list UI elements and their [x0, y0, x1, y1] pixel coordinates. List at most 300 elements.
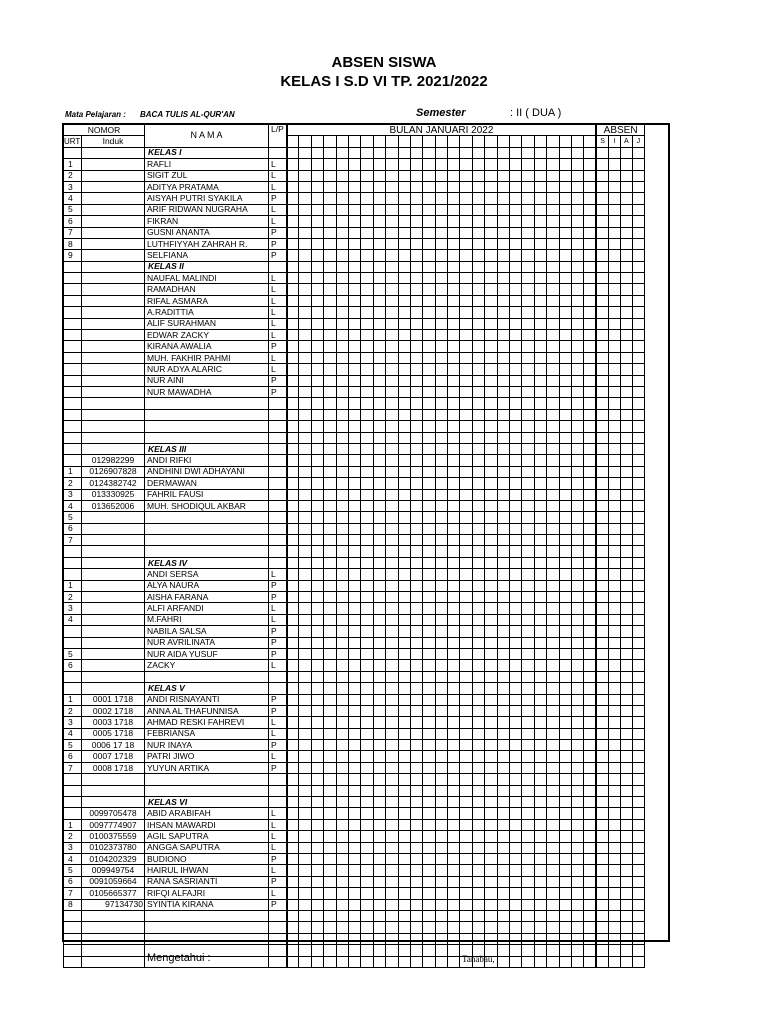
day-cell[interactable] — [311, 888, 323, 899]
day-cell[interactable] — [386, 808, 398, 819]
day-cell[interactable] — [299, 819, 311, 830]
day-cell[interactable] — [386, 557, 398, 568]
day-cell[interactable] — [510, 888, 522, 899]
absen-cell[interactable] — [608, 694, 620, 705]
day-cell[interactable] — [460, 375, 472, 386]
day-cell[interactable] — [584, 546, 596, 557]
day-cell[interactable] — [435, 603, 447, 614]
day-cell[interactable] — [472, 808, 484, 819]
absen-cell[interactable] — [608, 455, 620, 466]
day-cell[interactable] — [423, 147, 435, 158]
day-cell[interactable] — [348, 910, 360, 921]
day-cell[interactable] — [423, 637, 435, 648]
day-cell[interactable] — [547, 455, 559, 466]
absen-cell[interactable] — [620, 785, 632, 796]
day-cell[interactable] — [336, 181, 348, 192]
day-cell[interactable] — [460, 683, 472, 694]
absen-cell[interactable] — [596, 375, 608, 386]
day-cell[interactable] — [336, 603, 348, 614]
day-cell[interactable] — [472, 762, 484, 773]
day-cell[interactable] — [571, 694, 583, 705]
day-cell[interactable] — [522, 648, 534, 659]
day-cell[interactable] — [460, 831, 472, 842]
day-cell[interactable] — [584, 922, 596, 933]
day-cell[interactable] — [361, 295, 373, 306]
day-cell[interactable] — [522, 466, 534, 477]
day-cell[interactable] — [522, 888, 534, 899]
day-cell[interactable] — [559, 683, 571, 694]
day-cell[interactable] — [435, 181, 447, 192]
day-cell[interactable] — [336, 728, 348, 739]
day-cell[interactable] — [398, 307, 410, 318]
day-cell[interactable] — [398, 842, 410, 853]
day-cell[interactable] — [299, 842, 311, 853]
day-cell[interactable] — [448, 330, 460, 341]
day-cell[interactable] — [324, 876, 336, 887]
day-cell[interactable] — [547, 637, 559, 648]
day-cell[interactable] — [497, 500, 509, 511]
absen-cell[interactable] — [620, 717, 632, 728]
day-cell[interactable] — [386, 398, 398, 409]
absen-cell[interactable] — [620, 626, 632, 637]
absen-cell[interactable] — [596, 614, 608, 625]
day-cell[interactable] — [435, 307, 447, 318]
day-cell[interactable] — [311, 592, 323, 603]
day-cell[interactable] — [410, 181, 422, 192]
absen-cell[interactable] — [632, 762, 644, 773]
day-cell[interactable] — [534, 671, 546, 682]
day-cell[interactable] — [497, 876, 509, 887]
day-cell[interactable] — [510, 341, 522, 352]
day-cell[interactable] — [311, 671, 323, 682]
day-cell[interactable] — [571, 614, 583, 625]
absen-cell[interactable] — [596, 899, 608, 910]
day-cell[interactable] — [522, 455, 534, 466]
day-cell[interactable] — [472, 535, 484, 546]
absen-cell[interactable] — [620, 671, 632, 682]
day-cell[interactable] — [497, 523, 509, 534]
day-cell[interactable] — [472, 922, 484, 933]
day-cell[interactable] — [460, 888, 472, 899]
day-cell[interactable] — [373, 671, 385, 682]
day-cell[interactable] — [373, 728, 385, 739]
day-cell[interactable] — [559, 546, 571, 557]
day-cell[interactable] — [571, 193, 583, 204]
day-cell[interactable] — [571, 341, 583, 352]
day-cell[interactable] — [299, 888, 311, 899]
day-cell[interactable] — [361, 751, 373, 762]
day-cell[interactable] — [497, 318, 509, 329]
day-cell[interactable] — [423, 330, 435, 341]
absen-cell[interactable] — [620, 865, 632, 876]
day-cell[interactable] — [398, 888, 410, 899]
absen-cell[interactable] — [608, 922, 620, 933]
day-cell[interactable] — [287, 797, 299, 808]
day-cell[interactable] — [336, 740, 348, 751]
day-cell[interactable] — [448, 785, 460, 796]
day-cell[interactable] — [299, 535, 311, 546]
day-cell[interactable] — [311, 854, 323, 865]
day-cell[interactable] — [485, 341, 497, 352]
day-cell[interactable] — [522, 774, 534, 785]
absen-cell[interactable] — [620, 352, 632, 363]
day-cell[interactable] — [497, 614, 509, 625]
day-cell[interactable] — [559, 432, 571, 443]
day-cell[interactable] — [559, 774, 571, 785]
day-cell[interactable] — [584, 637, 596, 648]
day-cell[interactable] — [398, 865, 410, 876]
day-cell[interactable] — [386, 819, 398, 830]
day-cell[interactable] — [299, 273, 311, 284]
absen-cell[interactable] — [596, 683, 608, 694]
absen-cell[interactable] — [632, 181, 644, 192]
day-cell[interactable] — [472, 876, 484, 887]
day-cell[interactable] — [522, 705, 534, 716]
absen-cell[interactable] — [608, 614, 620, 625]
day-cell[interactable] — [311, 261, 323, 272]
day-cell[interactable] — [485, 785, 497, 796]
day-cell[interactable] — [324, 238, 336, 249]
day-cell[interactable] — [571, 523, 583, 534]
day-cell[interactable] — [311, 546, 323, 557]
day-cell[interactable] — [559, 705, 571, 716]
day-cell[interactable] — [373, 648, 385, 659]
day-cell[interactable] — [386, 375, 398, 386]
day-cell[interactable] — [534, 956, 546, 967]
day-cell[interactable] — [423, 751, 435, 762]
day-cell[interactable] — [522, 683, 534, 694]
day-cell[interactable] — [348, 307, 360, 318]
day-cell[interactable] — [460, 443, 472, 454]
day-cell[interactable] — [547, 865, 559, 876]
day-cell[interactable] — [497, 341, 509, 352]
day-cell[interactable] — [510, 261, 522, 272]
day-cell[interactable] — [584, 797, 596, 808]
absen-cell[interactable] — [608, 216, 620, 227]
day-cell[interactable] — [324, 831, 336, 842]
day-cell[interactable] — [460, 774, 472, 785]
day-cell[interactable] — [348, 227, 360, 238]
absen-cell[interactable] — [620, 819, 632, 830]
day-cell[interactable] — [485, 307, 497, 318]
day-cell[interactable] — [485, 922, 497, 933]
day-cell[interactable] — [398, 193, 410, 204]
absen-cell[interactable] — [620, 250, 632, 261]
day-cell[interactable] — [311, 648, 323, 659]
day-cell[interactable] — [410, 671, 422, 682]
absen-cell[interactable] — [596, 432, 608, 443]
day-cell[interactable] — [485, 808, 497, 819]
absen-cell[interactable] — [632, 888, 644, 899]
day-cell[interactable] — [299, 238, 311, 249]
absen-cell[interactable] — [608, 330, 620, 341]
absen-cell[interactable] — [620, 557, 632, 568]
absen-cell[interactable] — [632, 250, 644, 261]
day-cell[interactable] — [361, 865, 373, 876]
day-cell[interactable] — [460, 466, 472, 477]
absen-cell[interactable] — [596, 489, 608, 500]
day-cell[interactable] — [410, 614, 422, 625]
day-cell[interactable] — [386, 922, 398, 933]
day-cell[interactable] — [584, 569, 596, 580]
day-cell[interactable] — [547, 341, 559, 352]
day-cell[interactable] — [361, 421, 373, 432]
day-cell[interactable] — [534, 648, 546, 659]
day-cell[interactable] — [361, 956, 373, 967]
day-cell[interactable] — [299, 910, 311, 921]
day-cell[interactable] — [287, 762, 299, 773]
day-cell[interactable] — [336, 500, 348, 511]
day-cell[interactable] — [336, 295, 348, 306]
day-cell[interactable] — [547, 933, 559, 944]
absen-cell[interactable] — [608, 569, 620, 580]
day-cell[interactable] — [299, 728, 311, 739]
day-cell[interactable] — [571, 421, 583, 432]
absen-cell[interactable] — [632, 797, 644, 808]
day-cell[interactable] — [398, 831, 410, 842]
absen-cell[interactable] — [596, 159, 608, 170]
day-cell[interactable] — [485, 660, 497, 671]
day-cell[interactable] — [584, 888, 596, 899]
day-cell[interactable] — [584, 865, 596, 876]
day-cell[interactable] — [410, 227, 422, 238]
day-cell[interactable] — [361, 614, 373, 625]
day-cell[interactable] — [423, 455, 435, 466]
day-cell[interactable] — [460, 854, 472, 865]
day-cell[interactable] — [559, 751, 571, 762]
day-cell[interactable] — [559, 352, 571, 363]
day-cell[interactable] — [472, 557, 484, 568]
day-cell[interactable] — [460, 910, 472, 921]
day-cell[interactable] — [448, 535, 460, 546]
day-cell[interactable] — [324, 170, 336, 181]
day-cell[interactable] — [510, 637, 522, 648]
day-cell[interactable] — [435, 432, 447, 443]
day-cell[interactable] — [510, 318, 522, 329]
day-cell[interactable] — [448, 318, 460, 329]
day-cell[interactable] — [510, 831, 522, 842]
day-cell[interactable] — [534, 284, 546, 295]
day-cell[interactable] — [559, 170, 571, 181]
day-cell[interactable] — [460, 238, 472, 249]
absen-cell[interactable] — [620, 455, 632, 466]
day-cell[interactable] — [460, 227, 472, 238]
day-cell[interactable] — [386, 443, 398, 454]
day-cell[interactable] — [448, 421, 460, 432]
day-cell[interactable] — [361, 705, 373, 716]
day-cell[interactable] — [324, 694, 336, 705]
day-cell[interactable] — [534, 705, 546, 716]
day-cell[interactable] — [299, 614, 311, 625]
absen-cell[interactable] — [632, 512, 644, 523]
absen-cell[interactable] — [608, 284, 620, 295]
day-cell[interactable] — [373, 489, 385, 500]
absen-cell[interactable] — [596, 705, 608, 716]
day-cell[interactable] — [324, 785, 336, 796]
day-cell[interactable] — [361, 147, 373, 158]
day-cell[interactable] — [299, 956, 311, 967]
day-cell[interactable] — [547, 671, 559, 682]
day-cell[interactable] — [361, 831, 373, 842]
day-cell[interactable] — [398, 922, 410, 933]
absen-cell[interactable] — [596, 888, 608, 899]
absen-cell[interactable] — [632, 478, 644, 489]
day-cell[interactable] — [311, 740, 323, 751]
day-cell[interactable] — [472, 489, 484, 500]
day-cell[interactable] — [299, 204, 311, 215]
day-cell[interactable] — [324, 364, 336, 375]
day-cell[interactable] — [336, 762, 348, 773]
day-cell[interactable] — [398, 899, 410, 910]
day-cell[interactable] — [559, 660, 571, 671]
day-cell[interactable] — [547, 751, 559, 762]
day-cell[interactable] — [435, 945, 447, 956]
day-cell[interactable] — [410, 375, 422, 386]
day-cell[interactable] — [460, 922, 472, 933]
day-cell[interactable] — [584, 728, 596, 739]
absen-cell[interactable] — [632, 204, 644, 215]
day-cell[interactable] — [571, 899, 583, 910]
day-cell[interactable] — [472, 238, 484, 249]
day-cell[interactable] — [311, 409, 323, 420]
day-cell[interactable] — [336, 831, 348, 842]
absen-cell[interactable] — [608, 307, 620, 318]
day-cell[interactable] — [423, 819, 435, 830]
day-cell[interactable] — [472, 910, 484, 921]
day-cell[interactable] — [448, 637, 460, 648]
absen-cell[interactable] — [632, 386, 644, 397]
absen-cell[interactable] — [608, 626, 620, 637]
day-cell[interactable] — [410, 933, 422, 944]
day-cell[interactable] — [584, 694, 596, 705]
day-cell[interactable] — [398, 626, 410, 637]
day-cell[interactable] — [522, 375, 534, 386]
absen-cell[interactable] — [620, 569, 632, 580]
day-cell[interactable] — [584, 512, 596, 523]
absen-cell[interactable] — [608, 318, 620, 329]
absen-cell[interactable] — [632, 455, 644, 466]
absen-cell[interactable] — [608, 831, 620, 842]
day-cell[interactable] — [510, 603, 522, 614]
day-cell[interactable] — [361, 888, 373, 899]
day-cell[interactable] — [348, 375, 360, 386]
day-cell[interactable] — [410, 250, 422, 261]
day-cell[interactable] — [423, 523, 435, 534]
absen-cell[interactable] — [608, 238, 620, 249]
day-cell[interactable] — [559, 671, 571, 682]
day-cell[interactable] — [534, 261, 546, 272]
day-cell[interactable] — [547, 614, 559, 625]
day-cell[interactable] — [348, 808, 360, 819]
day-cell[interactable] — [287, 956, 299, 967]
day-cell[interactable] — [547, 284, 559, 295]
day-cell[interactable] — [584, 603, 596, 614]
day-cell[interactable] — [485, 443, 497, 454]
day-cell[interactable] — [522, 740, 534, 751]
day-cell[interactable] — [485, 774, 497, 785]
absen-cell[interactable] — [596, 797, 608, 808]
day-cell[interactable] — [373, 819, 385, 830]
absen-cell[interactable] — [620, 466, 632, 477]
day-cell[interactable] — [311, 432, 323, 443]
absen-cell[interactable] — [620, 751, 632, 762]
day-cell[interactable] — [534, 500, 546, 511]
day-cell[interactable] — [299, 557, 311, 568]
day-cell[interactable] — [373, 592, 385, 603]
day-cell[interactable] — [472, 432, 484, 443]
day-cell[interactable] — [497, 204, 509, 215]
day-cell[interactable] — [324, 637, 336, 648]
day-cell[interactable] — [348, 683, 360, 694]
day-cell[interactable] — [435, 717, 447, 728]
day-cell[interactable] — [398, 386, 410, 397]
day-cell[interactable] — [448, 375, 460, 386]
absen-cell[interactable] — [608, 683, 620, 694]
day-cell[interactable] — [485, 170, 497, 181]
day-cell[interactable] — [559, 717, 571, 728]
day-cell[interactable] — [472, 455, 484, 466]
absen-cell[interactable] — [632, 831, 644, 842]
day-cell[interactable] — [522, 170, 534, 181]
absen-cell[interactable] — [608, 352, 620, 363]
day-cell[interactable] — [348, 774, 360, 785]
absen-cell[interactable] — [620, 546, 632, 557]
day-cell[interactable] — [324, 671, 336, 682]
absen-cell[interactable] — [632, 854, 644, 865]
day-cell[interactable] — [410, 284, 422, 295]
day-cell[interactable] — [299, 421, 311, 432]
day-cell[interactable] — [299, 500, 311, 511]
day-cell[interactable] — [510, 307, 522, 318]
day-cell[interactable] — [522, 831, 534, 842]
day-cell[interactable] — [361, 273, 373, 284]
absen-cell[interactable] — [596, 273, 608, 284]
absen-cell[interactable] — [632, 193, 644, 204]
day-cell[interactable] — [398, 489, 410, 500]
absen-cell[interactable] — [596, 910, 608, 921]
day-cell[interactable] — [373, 512, 385, 523]
day-cell[interactable] — [435, 648, 447, 659]
day-cell[interactable] — [547, 159, 559, 170]
absen-cell[interactable] — [620, 694, 632, 705]
day-cell[interactable] — [522, 546, 534, 557]
day-cell[interactable] — [571, 933, 583, 944]
absen-cell[interactable] — [608, 580, 620, 591]
day-cell[interactable] — [386, 273, 398, 284]
day-cell[interactable] — [584, 660, 596, 671]
day-cell[interactable] — [435, 250, 447, 261]
day-cell[interactable] — [472, 193, 484, 204]
day-cell[interactable] — [348, 535, 360, 546]
day-cell[interactable] — [361, 603, 373, 614]
day-cell[interactable] — [435, 341, 447, 352]
day-cell[interactable] — [460, 261, 472, 272]
day-cell[interactable] — [534, 910, 546, 921]
day-cell[interactable] — [497, 421, 509, 432]
day-cell[interactable] — [311, 626, 323, 637]
day-cell[interactable] — [547, 330, 559, 341]
day-cell[interactable] — [287, 819, 299, 830]
day-cell[interactable] — [361, 466, 373, 477]
absen-cell[interactable] — [632, 159, 644, 170]
day-cell[interactable] — [448, 717, 460, 728]
day-cell[interactable] — [584, 330, 596, 341]
day-cell[interactable] — [472, 569, 484, 580]
day-cell[interactable] — [571, 592, 583, 603]
day-cell[interactable] — [311, 785, 323, 796]
absen-cell[interactable] — [620, 614, 632, 625]
day-cell[interactable] — [311, 637, 323, 648]
